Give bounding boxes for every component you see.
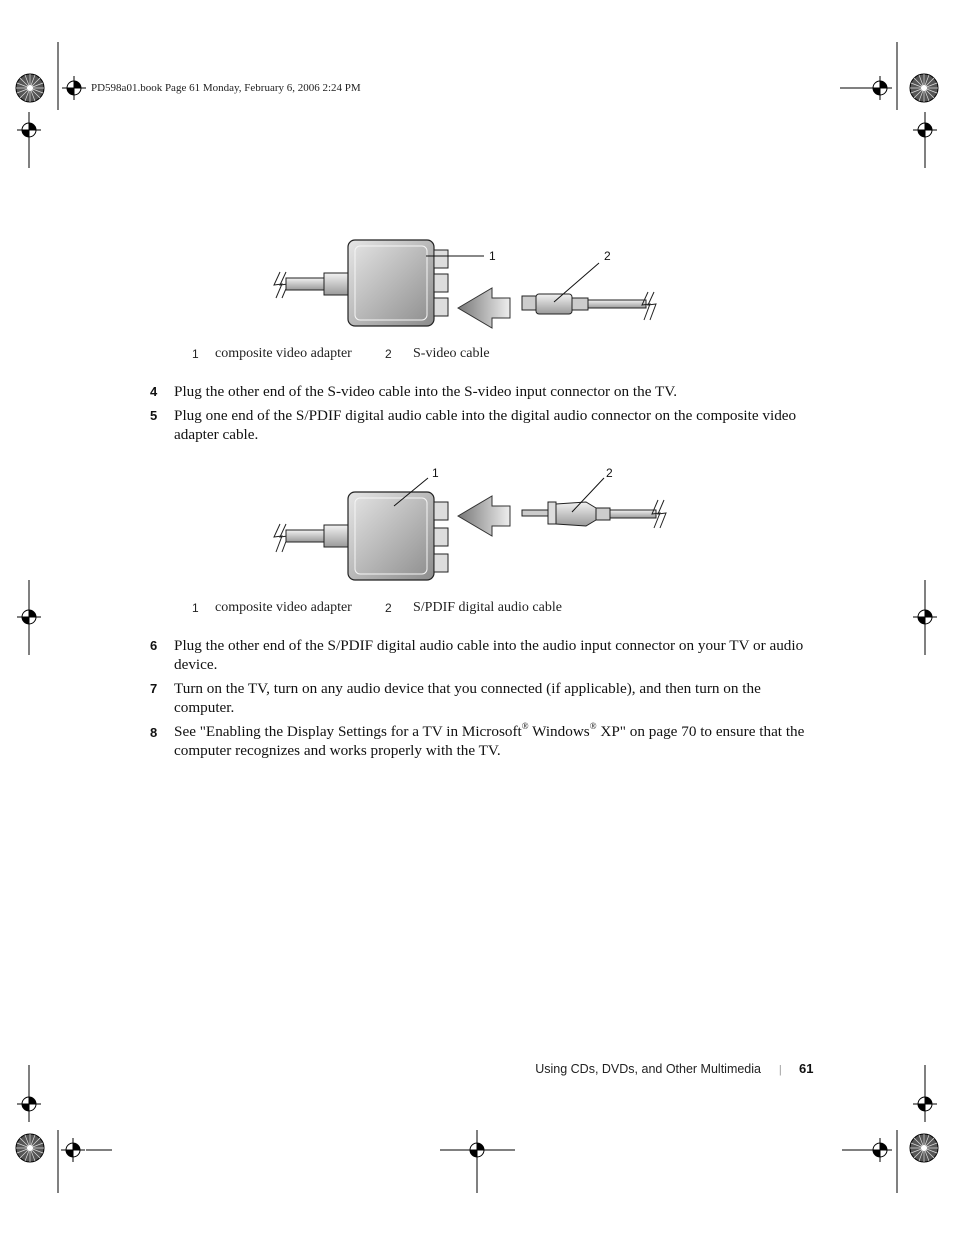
step-text: [174, 722, 819, 760]
figure-callout-number: 1: [489, 249, 496, 263]
step-text: Plug the other end of the S/PDIF digital audio cable into the audio input connector on your TV or audio device.: [174, 637, 804, 673]
registration-mark-icon: [868, 1138, 892, 1162]
step-text-part: XP" on page 70 to ensure that the computer recognizes and works properly with the TV.: [174, 723, 805, 759]
caption-number: 1: [192, 347, 199, 361]
step-number: 7: [150, 681, 158, 696]
step-text: Plug the other end of the S-video cable into the S-video input connector on the TV.: [174, 383, 678, 400]
print-header: PD598a01.book Page 61 Monday, February 6, 2006 2:24 PM: [91, 82, 361, 94]
step-number: 8: [150, 725, 158, 740]
registration-target-icon: [910, 74, 938, 102]
page-number: 61: [799, 1061, 814, 1076]
caption-number: 2: [385, 347, 392, 361]
step-number: 4: [150, 384, 158, 399]
footer-separator: |: [779, 1062, 782, 1076]
registered-mark: ®: [521, 720, 529, 731]
step-text: Plug one end of the S/PDIF digital audio cable into the digital audio connector on the composite video adapter cable.: [174, 407, 797, 443]
registration-target-icon: [16, 1134, 44, 1162]
figure-callout-number: 2: [604, 249, 611, 263]
step-number: 5: [150, 408, 158, 423]
registration-mark-icon: [61, 1138, 85, 1162]
registration-mark-icon: [868, 76, 892, 100]
caption-text: composite video adapter: [215, 346, 352, 361]
step-text-part: Windows: [528, 723, 590, 740]
figure-svideo-connection: [260, 230, 680, 340]
caption-text: S/PDIF digital audio cable: [413, 600, 562, 615]
figure-spdif-connection: [260, 462, 680, 587]
registration-target-icon: [16, 74, 44, 102]
step-text-part: See "Enabling the Display Settings for a TV in Microsoft: [174, 723, 522, 740]
caption-number: 1: [192, 601, 199, 615]
caption-text: composite video adapter: [215, 600, 352, 615]
registration-mark-icon: [62, 76, 86, 100]
figure-callout-number: 2: [606, 466, 613, 480]
registered-mark: ®: [589, 720, 597, 731]
figure-callout-number: 1: [432, 466, 439, 480]
footer-section-title: Using CDs, DVDs, and Other Multimedia: [535, 1062, 761, 1076]
step-text: Turn on the TV, turn on any audio device that you connected (if applicable), and then turn on the computer.: [174, 680, 761, 716]
registration-target-icon: [910, 1134, 938, 1162]
step-number: 6: [150, 638, 158, 653]
caption-text: S-video cable: [413, 346, 490, 361]
caption-number: 2: [385, 601, 392, 615]
